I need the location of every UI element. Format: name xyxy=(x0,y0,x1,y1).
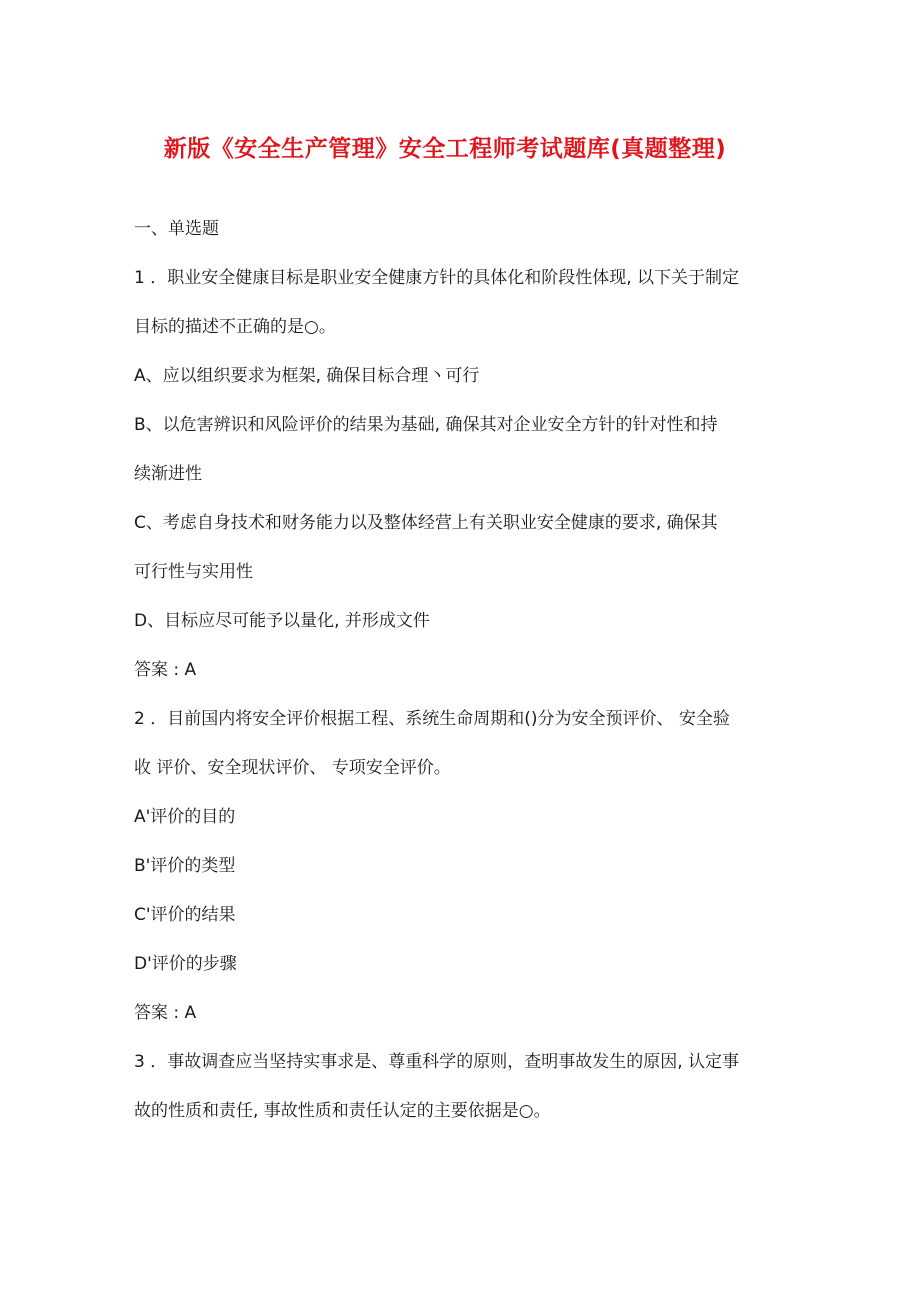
question-2-option-c: C'评价的结果 xyxy=(134,905,236,925)
question-1-option-a: A、应以组织要求为框架, 确保目标合理丶可行 xyxy=(134,366,480,386)
question-2-answer: 答案 : A xyxy=(134,1003,197,1023)
question-1-answer: 答案 : A xyxy=(134,660,197,680)
question-1-option-c-line-2: 可行性与实用性 xyxy=(134,562,253,582)
question-3-stem-line-2: 故的性质和责任, 事故性质和责任认定的主要依据是○。 xyxy=(134,1101,551,1121)
question-2-stem-line-1: 2 ．目前国内将安全评价根据工程、系统生命周期和()分为安全预评价、 安全验 xyxy=(134,709,730,729)
question-1-option-b-line-2: 续渐进性 xyxy=(134,464,202,484)
question-1-stem-line-2: 目标的描述不正确的是○。 xyxy=(134,317,336,337)
question-3-stem-line-1: 3 ．事故调查应当坚持实事求是、尊重科学的原则，查明事故发生的原因, 认定事 xyxy=(134,1052,740,1072)
section-heading: 一、单选题 xyxy=(134,219,219,239)
document-title: 新版《安全生产管理》安全工程师考试题库(真题整理) xyxy=(163,136,727,162)
question-1-option-c-line-1: C、考虑自身技术和财务能力以及整体经营上有关职业安全健康的要求, 确保其 xyxy=(134,513,718,533)
question-1-option-d: D、目标应尽可能予以量化, 并形成文件 xyxy=(134,611,430,631)
question-2-option-b: B'评价的类型 xyxy=(134,856,236,876)
question-1-option-b-line-1: B、以危害辨识和风险评价的结果为基础, 确保其对企业安全方针的针对性和持 xyxy=(134,415,718,435)
question-1-stem-line-1: 1 ．职业安全健康目标是职业安全健康方针的具体化和阶段性体现, 以下关于制定 xyxy=(134,268,740,288)
question-2-option-a: A'评价的目的 xyxy=(134,807,236,827)
question-2-stem-line-2: 收 评价、安全现状评价、 专项安全评价。 xyxy=(134,758,451,778)
question-2-option-d: D'评价的步骤 xyxy=(134,954,237,974)
